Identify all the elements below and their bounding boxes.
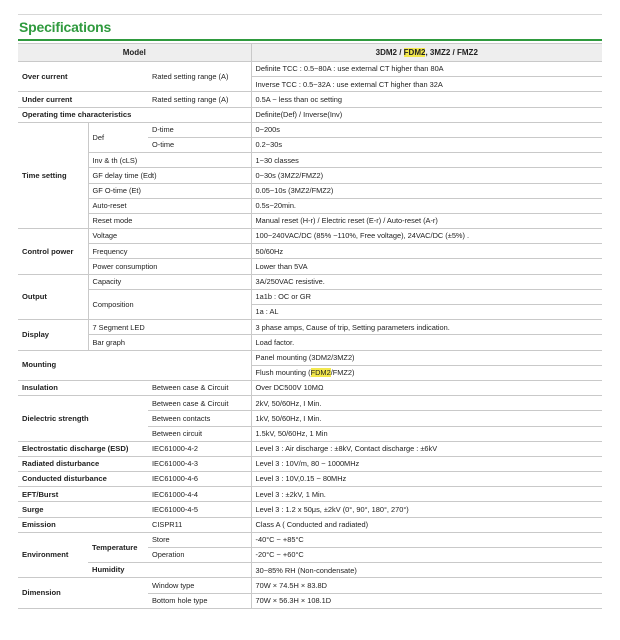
- sub-label: Capacity: [88, 274, 251, 289]
- table-row: [18, 350, 602, 365]
- cat-output: Output: [18, 274, 88, 320]
- page-title: Specifications: [19, 19, 112, 35]
- table-row: [18, 168, 602, 183]
- value-cell: 0.5A ~ less than oc setting: [251, 92, 602, 107]
- value-cell: Panel mounting (3DM2/3MZ2): [251, 350, 602, 365]
- table-row: [18, 456, 602, 471]
- sub-label: CISPR11: [148, 517, 251, 532]
- table-row: [18, 289, 602, 304]
- cat-environment: Environment: [18, 532, 88, 578]
- sub-label: Between case & Circuit: [148, 380, 251, 395]
- value-cell: 0.5s~20min.: [251, 198, 602, 213]
- sub-label: Window type: [148, 578, 251, 593]
- table-row: [18, 107, 602, 122]
- sub-label: Def: [88, 122, 148, 152]
- value-cell: 1a : AL: [251, 305, 602, 320]
- sub-label: IEC61000-4-2: [148, 441, 251, 456]
- table-row: [18, 320, 602, 335]
- value-cell: 0~200s: [251, 122, 602, 137]
- value-cell: 0.2~30s: [251, 137, 602, 152]
- sub-label: GF O-time (Et): [88, 183, 251, 198]
- value-cell: 3A/250VAC resistive.: [251, 274, 602, 289]
- sub-humidity: Humidity: [88, 563, 251, 578]
- value-cell: Level 3 : 1.2 x 50μs, ±2kV (0°, 90°, 180°, 270°): [251, 502, 602, 517]
- sub-label: Rated setting range (A): [148, 62, 251, 92]
- sub-label: IEC61000-4-6: [148, 472, 251, 487]
- value-cell: 1~30 classes: [251, 153, 602, 168]
- sub-label: Reset mode: [88, 213, 251, 228]
- cat-under-current: Under current: [18, 92, 148, 107]
- table-row: [18, 122, 602, 137]
- sub-label: Bottom hole type: [148, 593, 251, 608]
- sub-label: Between contacts: [148, 411, 251, 426]
- table-row: [18, 244, 602, 259]
- value-cell: 1a1b : OC or GR: [251, 289, 602, 304]
- table-row: [18, 517, 602, 532]
- value-cell: 2kV, 50/60Hz, I Min.: [251, 396, 602, 411]
- title-rule: [18, 39, 602, 41]
- value-cell: 50/60Hz: [251, 244, 602, 259]
- value-cell: Level 3 : 10V/m, 80 ~ 1000MHz: [251, 456, 602, 471]
- cat-control-power: Control power: [18, 229, 88, 275]
- table-row: [18, 563, 602, 578]
- table-row: [18, 92, 602, 107]
- table-row: [18, 502, 602, 517]
- table-row: [18, 229, 602, 244]
- value-cell: Manual reset (H-r) / Electric reset (E-r) / Auto-reset (A-r): [251, 213, 602, 228]
- value-cell: Level 3 : ±2kV, 1 Min.: [251, 487, 602, 502]
- cat-operating-time: Operating time characteristics: [18, 107, 251, 122]
- table-row: [18, 578, 602, 593]
- top-rule: [18, 14, 602, 15]
- cat-conducted: Conducted disturbance: [18, 472, 148, 487]
- value-cell: -20°C ~ +60°C: [251, 548, 602, 563]
- sub-label: Between circuit: [148, 426, 251, 441]
- table-row: [18, 62, 602, 77]
- sub-label: GF delay time (Edt): [88, 168, 251, 183]
- cat-time-setting: Time setting: [18, 122, 88, 228]
- value-cell: 0~30s (3MZ2/FMZ2): [251, 168, 602, 183]
- table-row: [18, 213, 602, 228]
- sub-label: Operation: [148, 548, 251, 563]
- sub-label: Power consumption: [88, 259, 251, 274]
- value-cell: 100~240VAC/DC (85% ~110%, Free voltage), 24VAC/DC (±5%) .: [251, 229, 602, 244]
- sub-label: Inv & th (cLS): [88, 153, 251, 168]
- value-cell: 0.05~10s (3MZ2/FMZ2): [251, 183, 602, 198]
- header-row: [18, 44, 602, 62]
- table-row: [18, 259, 602, 274]
- value-cell: Definite TCC : 0.5~80A : use external CT higher than 80A: [251, 62, 602, 77]
- table-row: [18, 532, 602, 547]
- table-row: [18, 335, 602, 350]
- sub-label: Composition: [88, 289, 251, 319]
- value-cell: Lower than 5VA: [251, 259, 602, 274]
- value-cell: Class A ( Conducted and radiated): [251, 517, 602, 532]
- table-row: [18, 198, 602, 213]
- cat-eft: EFT/Burst: [18, 487, 148, 502]
- sub-label: 7 Segment LED: [88, 320, 251, 335]
- models-header: 3DM2 / FDM2, 3MZ2 / FMZ2: [251, 44, 602, 62]
- value-cell: 70W × 56.3H × 108.1D: [251, 593, 602, 608]
- table-row: [18, 183, 602, 198]
- value-cell: Level 3 : 10V,0.15 ~ 80MHz: [251, 472, 602, 487]
- value-cell: 70W × 74.5H × 83.8D: [251, 578, 602, 593]
- table-row: [18, 472, 602, 487]
- value-cell: Inverse TCC : 0.5~32A : use external CT higher than 32A: [251, 77, 602, 92]
- cat-emission: Emission: [18, 517, 148, 532]
- cat-dimension: Dimension: [18, 578, 148, 608]
- sub-label: Bar graph: [88, 335, 251, 350]
- sub-temperature: Temperature: [88, 532, 148, 562]
- sub-label: Rated setting range (A): [148, 92, 251, 107]
- value-cell: 1.5kV, 50/60Hz, 1 Min: [251, 426, 602, 441]
- sub-label: Auto-reset: [88, 198, 251, 213]
- cat-mounting: Mounting: [18, 350, 251, 380]
- value-cell: Level 3 : Air discharge : ±8kV, Contact discharge : ±6kV: [251, 441, 602, 456]
- sub-label: O-time: [148, 137, 251, 152]
- table-row: [18, 487, 602, 502]
- value-cell: Load factor.: [251, 335, 602, 350]
- sub-label: Frequency: [88, 244, 251, 259]
- sub-label: IEC61000-4-3: [148, 456, 251, 471]
- sub-label: IEC61000-4-5: [148, 502, 251, 517]
- cat-esd: Electrostatic discharge (ESD): [18, 441, 148, 456]
- value-cell: Definite(Def) / Inverse(Inv): [251, 107, 602, 122]
- value-cell: 3 phase amps, Cause of trip, Setting parameters indication.: [251, 320, 602, 335]
- sub-label: Voltage: [88, 229, 251, 244]
- fdm2-highlight: FDM2: [310, 368, 331, 378]
- value-cell: -40°C ~ +85°C: [251, 532, 602, 547]
- value-cell: 1kV, 50/60Hz, I Min.: [251, 411, 602, 426]
- table-row: [18, 441, 602, 456]
- value-cell: Over DC500V 10MΩ: [251, 380, 602, 395]
- cat-over-current: Over current: [18, 62, 148, 92]
- sub-label: Store: [148, 532, 251, 547]
- sub-label: D-time: [148, 122, 251, 137]
- cat-dielectric: Dielectric strength: [18, 396, 148, 442]
- table-row: [18, 380, 602, 395]
- cat-display: Display: [18, 320, 88, 350]
- sub-label: IEC61000-4-4: [148, 487, 251, 502]
- table-row: [18, 396, 602, 411]
- table-row: [18, 153, 602, 168]
- cat-surge: Surge: [18, 502, 148, 517]
- cat-insulation: Insulation: [18, 380, 148, 395]
- model-header: Model: [18, 44, 251, 62]
- table-row: [18, 274, 602, 289]
- fdm2-highlight: FDM2: [403, 47, 426, 57]
- spec-table: [18, 43, 602, 609]
- value-cell: Flush mounting (FDM2/FMZ2): [251, 365, 602, 380]
- cat-radiated: Radiated disturbance: [18, 456, 148, 471]
- value-cell: 30~85% RH (Non-condensate): [251, 563, 602, 578]
- sub-label: Between case & Circuit: [148, 396, 251, 411]
